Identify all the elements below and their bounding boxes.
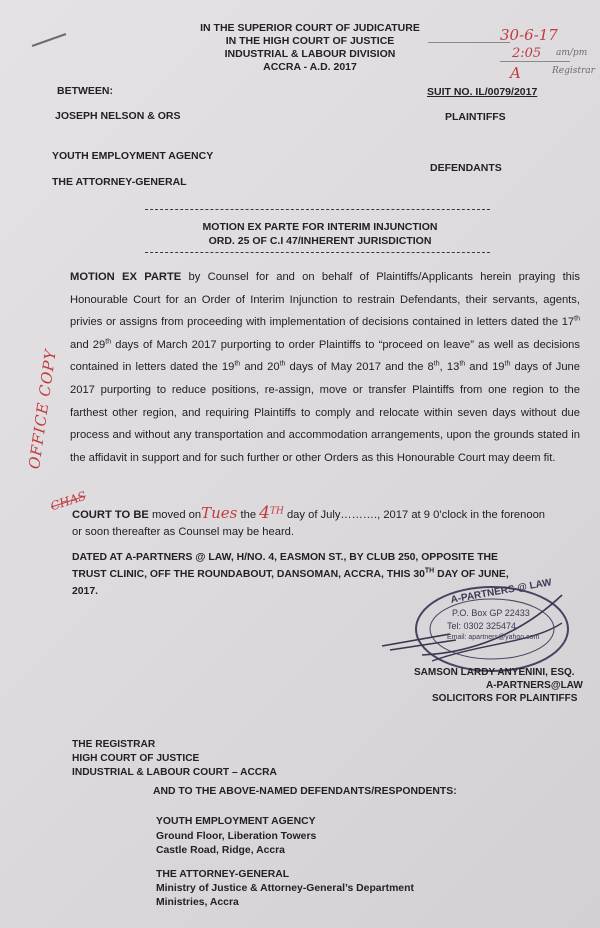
- stamp-underline-2: [500, 61, 570, 62]
- sup-th: th: [234, 360, 241, 368]
- motion-title-line-1: MOTION EX PARTE FOR INTERIM INJUNCTION: [202, 221, 438, 233]
- sup-th: th: [459, 360, 466, 368]
- moved-on: moved on: [148, 509, 202, 521]
- between-label: BETWEEN:: [57, 85, 113, 97]
- pen-mark-icon: [30, 30, 70, 50]
- court-to-be: COURT TO BE: [72, 509, 149, 521]
- registrar-line-2: HIGH COURT OF JUSTICE: [72, 753, 200, 764]
- registrar-block: [72, 738, 277, 780]
- motion-lead: MOTION EX PARTE: [70, 271, 182, 283]
- agency-address: [156, 815, 316, 859]
- court-line-1: IN THE SUPERIOR COURT OF JUDICATURE: [200, 22, 420, 34]
- court-line-3: INDUSTRIAL & LABOUR DIVISION: [224, 48, 396, 60]
- motion-title-line-2: ORD. 25 OF C.I 47/INHERENT JURISDICTION: [208, 235, 432, 247]
- defendant-2: THE ATTORNEY-GENERAL: [52, 176, 187, 188]
- ag-addr-1: Ministry of Justice & Attorney-General’s Department: [156, 883, 414, 894]
- dated-line-2b: DAY OF JUNE,: [434, 569, 509, 580]
- ag-address: [156, 868, 414, 910]
- court-line-2: IN THE HIGH COURT OF JUSTICE: [225, 35, 395, 47]
- motion-title: [180, 220, 460, 248]
- body-seg-8: days of June 2017 purporting to reduce positions, re-assign, move or transfer Plaintiffs from one region to the farthest other region, and requiring Plaintiffs to comply and relocate within seven days without due process and without any transportation and accommodation arrangements, upon the grounds stated in the affidavit in support and for such further or other Orders as this Honourable Court may deem fit.: [70, 361, 580, 464]
- registrar-initial-handwritten: A: [510, 64, 521, 82]
- stamp-underline: [428, 42, 510, 43]
- signatory-role: SOLICITORS FOR PLAINTIFFS: [432, 693, 578, 704]
- signature-stroke-icon: [380, 628, 460, 652]
- stamp-box: P.O. Box GP 22433: [452, 608, 530, 618]
- the-word: the: [237, 509, 260, 521]
- hand-day-number: 4: [259, 503, 270, 523]
- defendant-role: DEFENDANTS: [430, 162, 502, 174]
- dated-sup: TH: [424, 567, 435, 575]
- body-seg-2: and 29: [70, 338, 106, 351]
- filing-time-suffix: am/pm: [556, 48, 588, 58]
- plaintiff-name: JOSEPH NELSON & ORS: [55, 110, 181, 122]
- office-copy-note: OFFICE COPY: [25, 347, 60, 471]
- sup-th: th: [504, 360, 511, 368]
- struck-word: CHAS: [48, 488, 88, 514]
- stamp-email: Email: apartners@yahoo.com: [447, 634, 540, 641]
- agency-name: YOUTH EMPLOYMENT AGENCY: [156, 816, 316, 827]
- hand-day: Tues: [201, 504, 238, 522]
- title-rule-bottom: [145, 252, 490, 253]
- addressees-heading: AND TO THE ABOVE-NAMED DEFENDANTS/RESPONDENTS:: [153, 786, 457, 797]
- dated-line-3: 2017.: [72, 586, 99, 597]
- registrar-line-3: INDUSTRIAL & LABOUR COURT – ACCRA: [72, 767, 277, 778]
- plaintiff-role: PLAINTIFFS: [445, 111, 506, 123]
- agency-addr-2: Castle Road, Ridge, Accra: [156, 845, 285, 856]
- signatory-name: SAMSON LARDY ANYENINI, ESQ.: [414, 667, 575, 678]
- defendant-1: YOUTH EMPLOYMENT AGENCY: [52, 150, 214, 162]
- body-seg-1: by Counsel for and on behalf of Plaintiffs/Applicants herein praying this Honourable Court for an Order of Interim Injunction to restrain Defendants, their servants, agents, privies or assigns from proceeding with implementation of decisions contained in letters dated the 17: [70, 271, 580, 329]
- sup-th: th: [105, 338, 112, 346]
- body-seg-3: days of March 2017 purporting to order Plaintiffs to “proceed on leave” as well as decisions contained in letters dated the 19: [70, 338, 580, 374]
- ag-name: THE ATTORNEY-GENERAL: [156, 869, 290, 880]
- registrar-stamp-word: Registrar: [552, 66, 595, 76]
- hearing-line-2: or soon thereafter as Counsel may be heard.: [72, 526, 295, 538]
- title-rule-top: [145, 209, 490, 210]
- court-line-4: ACCRA - A.D. 2017: [263, 61, 357, 73]
- filing-time-handwritten: 2:05: [512, 46, 542, 61]
- sup-th: th: [433, 360, 440, 368]
- hearing-rest: day of July………., 2017 at 9 0’clock in the forenoon: [283, 509, 546, 521]
- stamp-ring-text: A-PARTNERS @ LAW: [449, 577, 553, 606]
- body-seg-7: and 19: [465, 361, 505, 374]
- suit-number: SUIT NO. IL/0079/2017: [427, 86, 538, 98]
- dated-line-2a: TRUST CLINIC, OFF THE ROUNDABOUT, DANSOMAN, ACCRA, THIS 30: [72, 569, 425, 580]
- motion-body-paragraph: [70, 266, 580, 469]
- dated-line-2: [72, 566, 509, 583]
- sup-th: th: [279, 360, 286, 368]
- body-seg-5: days of May 2017 and the 8: [285, 361, 434, 374]
- court-heading: [150, 22, 470, 74]
- stamp-tel: Tel: 0302 325474: [447, 621, 517, 631]
- hand-th: TH: [269, 506, 284, 517]
- body-seg-4: and 20: [240, 361, 280, 374]
- body-seg-6: , 13: [439, 361, 460, 374]
- agency-addr-1: Ground Floor, Liberation Towers: [156, 830, 317, 842]
- dated-line-1: DATED AT A-PARTNERS @ LAW, H/NO. 4, EASMON ST., BY CLUB 250, OPPOSITE THE: [72, 552, 498, 563]
- sup-th: th: [574, 315, 580, 323]
- ag-addr-2: Ministries, Accra: [156, 897, 239, 908]
- filing-date-handwritten: 30-6-17: [500, 26, 558, 44]
- hearing-line-1: [72, 503, 545, 523]
- registrar-line-1: THE REGISTRAR: [72, 739, 156, 750]
- signatory-firm: A-PARTNERS@LAW: [486, 680, 583, 691]
